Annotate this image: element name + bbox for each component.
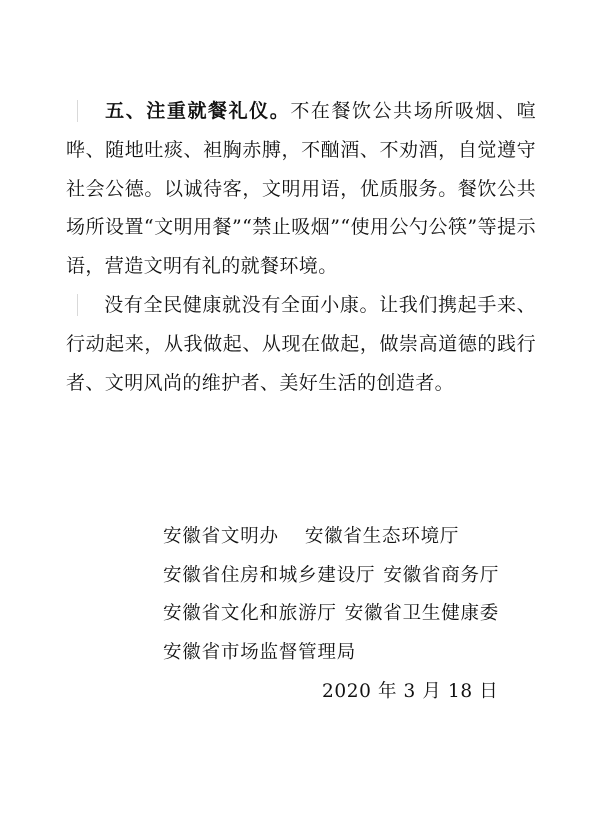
signatory-name: 安徽省文化和旅游厅 (163, 603, 337, 624)
section-five-body: 不在餐饮公共场所吸烟、喧哗、随地吐痰、袒胸赤膊，不酗酒、不劝酒，自觉遵守社会公德。以诚待客，文明用语，优质服务。餐饮公共场所设置“文明用餐”“禁止吸烟”“使用公勺公筷”等提示语，营造文明有礼的就餐环境。 (66, 100, 536, 278)
signatory-row (163, 634, 563, 673)
closing-paragraph-text: 没有全民健康就没有全面小康。让我们携起手来、行动起来，从我做起、从现在做起，做崇高道德的践行者、文明风尚的维护者、美好生活的创造者。 (66, 294, 536, 394)
signatory-name: 安徽省商务厅 (383, 564, 500, 586)
document-date: 2020 年 3 月 18 日 (322, 681, 499, 702)
signatory-row (163, 595, 563, 634)
section-five-paragraph (66, 92, 536, 286)
signatory-row (163, 557, 563, 596)
signatory-name: 安徽省住房和城乡建设厅 (163, 564, 376, 586)
closing-paragraph (66, 286, 536, 402)
signatory-name: 安徽省生态环境厅 (304, 526, 460, 547)
section-five-heading: 五、注重就餐礼仪。 (104, 100, 291, 122)
signatory-name: 安徽省文明办 (163, 526, 279, 547)
signatory-name: 安徽省卫生健康委 (344, 603, 500, 624)
signatory-row (163, 518, 563, 557)
signatory-name: 安徽省市场监督管理局 (163, 641, 357, 663)
signatory-block (163, 518, 563, 672)
